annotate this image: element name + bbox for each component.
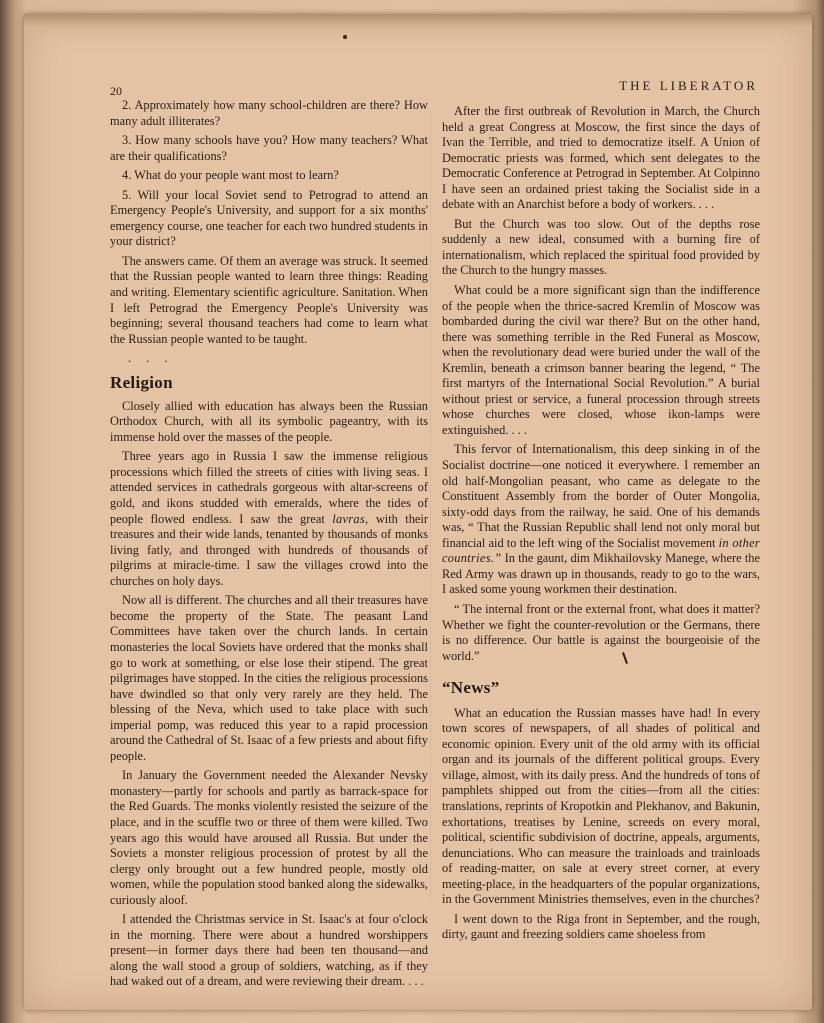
text-segment: Three years ago in Russia I saw the immense religious processions which filled the streets of cities with living seas. I attended services in cathedrals gorgeous with altar-screens of gold, and ikons studded with emeralds, where the tides of people flowed endless. I saw the great bbox=[110, 449, 428, 526]
paragraph-education-masses: What an education the Russian masses have had! In every town scores of newspapers, of all shades of political and economic opinion. Every unit of the old army with its official organ and its journals of the different political groups. Every village, almost, with its daily press. And the hundreds of tons of pamphlets shipped out from the cities—from all the cities: translations, reprints of Kropotkin and Plekhanov, and Bakunin, exhortations, treatises by Lenine, screeds on every moral, political, scientific subdivision of doctrine, appeals, arguments, denunciations. Who can measure the trainloads and trainloads of reading-matter, on sale at every street corner, at every meeting-place, in the headquarters of the popular organizations, in the Government Ministries themselves, even in the churches? bbox=[442, 705, 760, 907]
text-segment: This fervor of Internationalism, this deep sinking in of the Socialist doctrine—one noticed it everywhere. I remember an old half-Mongolian peasant, who came as delegate to the Constituent Assembly from the border of Outer Mongolia, sixty-odd days from the railway, he said. One of his demands was, “ That the Russian Republic shall lend not only moral but financial aid to the left wing of the Socialist movement bbox=[442, 442, 760, 550]
paragraph-question-4: 4. What do your people want most to learn? bbox=[122, 168, 339, 183]
italic-word-lavras: lavras, bbox=[332, 511, 369, 526]
page-number: 20 bbox=[110, 84, 122, 98]
running-head: THE LIBERATOR bbox=[619, 78, 758, 93]
paragraph-quote-internal-front: “ The internal front or the external front, what does it matter? Whether we fight the counter-revolution or the Germans, there is no difference. Our battle is against the bourgeoisie of the world.” bbox=[442, 601, 760, 663]
text-segment: In the gaunt, dim Mikhailovsky Manege, where the Red Army was drawn up in thousands, ready to go to the wars, I asked some young workmen their destination. bbox=[442, 551, 760, 597]
paragraph-riga-front: I went down to the Riga front in September, and the rough, dirty, gaunt and freezing soldiers came shoeless from bbox=[442, 911, 760, 942]
paragraph-kremlin: What could be a more significant sign than the indifference of the people when the thrice-sacred Kremlin of Moscow was bombarded during the civil war there? But on the other hand, there was something terrible in the Red Funeral as Moscow, when the revolutionary dead were buried under the wall of the Kremlin, beneath a crimson banner bearing the legend, “ The first martyrs of the International Social Revolution.” A burial without priest or service, a funeral procession through streets whose churches were closed, whose ikon-lamps were extinguished. . . . bbox=[442, 283, 760, 437]
ink-dot bbox=[343, 35, 347, 39]
paragraph-orthodox-church: Closely allied with education has always been the Russian Orthodox Church, with all its symbolic pageantry, with its immense hold over the masses of the people. bbox=[110, 398, 428, 444]
paragraph-question-2: 2. Approximately how many school-children are there? How many adult illiterates? bbox=[110, 98, 428, 128]
paragraph-church-too-slow: But the Church was too slow. Out of the depths rose suddenly a new ideal, consumed with a burning fire of internationalism, which replaced the spiritual food provided by the Church to the hungry masses. bbox=[442, 216, 760, 278]
section-heading-religion: Religion bbox=[110, 373, 173, 393]
paragraph-question-3: 3. How many schools have you? How many teachers? What are their qualifications? bbox=[110, 133, 428, 163]
paragraph-question-5: 5. Will your local Soviet send to Petrograd to attend an Emergency People's University, and support for a six months' emergency course, one teacher for each two hundred students in your district? bbox=[110, 187, 428, 249]
paragraph-christmas-service: I attended the Christmas service in St. Isaac's at four o'clock in the morning. There were about a hundred worshippers present—in former days there had been ten thousand—and along the wall stood a group of soldiers, watching, as if they had waked out of a dream, and were reviewing their dream. . . . bbox=[110, 912, 428, 989]
left-column bbox=[110, 98, 428, 994]
paragraph-answers: The answers came. Of them an average was struck. It seemed that the Russian people wanted to learn three things: Reading and writing. Elementary scientific agriculture. Sanitation. When I left Petrograd the Emergency People's University was beginning; several thousand teachers had come to learn what the Russian people wanted to be taught. bbox=[110, 253, 428, 346]
italic-phrase-other-countries: in other countries.” bbox=[442, 535, 760, 566]
text-segment: with their treasures and their wide lands, tenanted by thousands of monks living fatly, and thronged with hundreds of thousands of pilgrims at miracle-time. I saw the villages crowd into the churches on holy days. bbox=[110, 511, 428, 588]
paragraph-church-congress: After the first outbreak of Revolution in March, the Church held a great Congress at Moscow, the first since the days of Ivan the Terrible, and tried to democratize itself. A Union of Democratic priests was formed, which sent delegates to the Democratic Conference at Petrograd in September. At Colpinno I have seen an ordained priest taking the Socialist side in a debate with an Anarchist before a body of workers. . . . bbox=[442, 104, 760, 212]
ellipsis-separator: . . . bbox=[128, 351, 174, 366]
paragraph-internationalism bbox=[442, 442, 760, 597]
paragraph-now-all-different: Now all is different. The churches and all their treasures have become the property of the State. The peasant Land Committees have taken over the church lands. In certain monasteries the local Soviets have ordered that the monks shall go to work at something, or else lose their stipend. The great pilgrimages have stopped. In the cities the religious processions have dwindled so that only very rarely are they held. The blessing of the Neva, which used to take place with such imperial pomp, was reduced this year to a rapid procession around the Cathedral of St. Isaac of a few priests and about fifty people. bbox=[110, 593, 428, 763]
column-gutter bbox=[430, 110, 431, 900]
paragraph-nevsky-monastery: In January the Government needed the Alexander Nevsky monastery—partly for schools and partly as barrack-space for the Red Guards. The monks violently resisted the seizure of the place, and in the scuffle two or three of them were killed. Two years ago this would have aroused all Russia. But under the Soviets a monster religious procession of protest by all the clergy only brought out a few hundred people, mostly old women, while the population stood banked along the sidewalks, curiously aloof. bbox=[110, 768, 428, 907]
paragraph-processions bbox=[110, 449, 428, 589]
section-heading-news: “News” bbox=[442, 678, 500, 698]
right-column bbox=[442, 104, 760, 947]
page-top-shadow bbox=[24, 14, 812, 36]
